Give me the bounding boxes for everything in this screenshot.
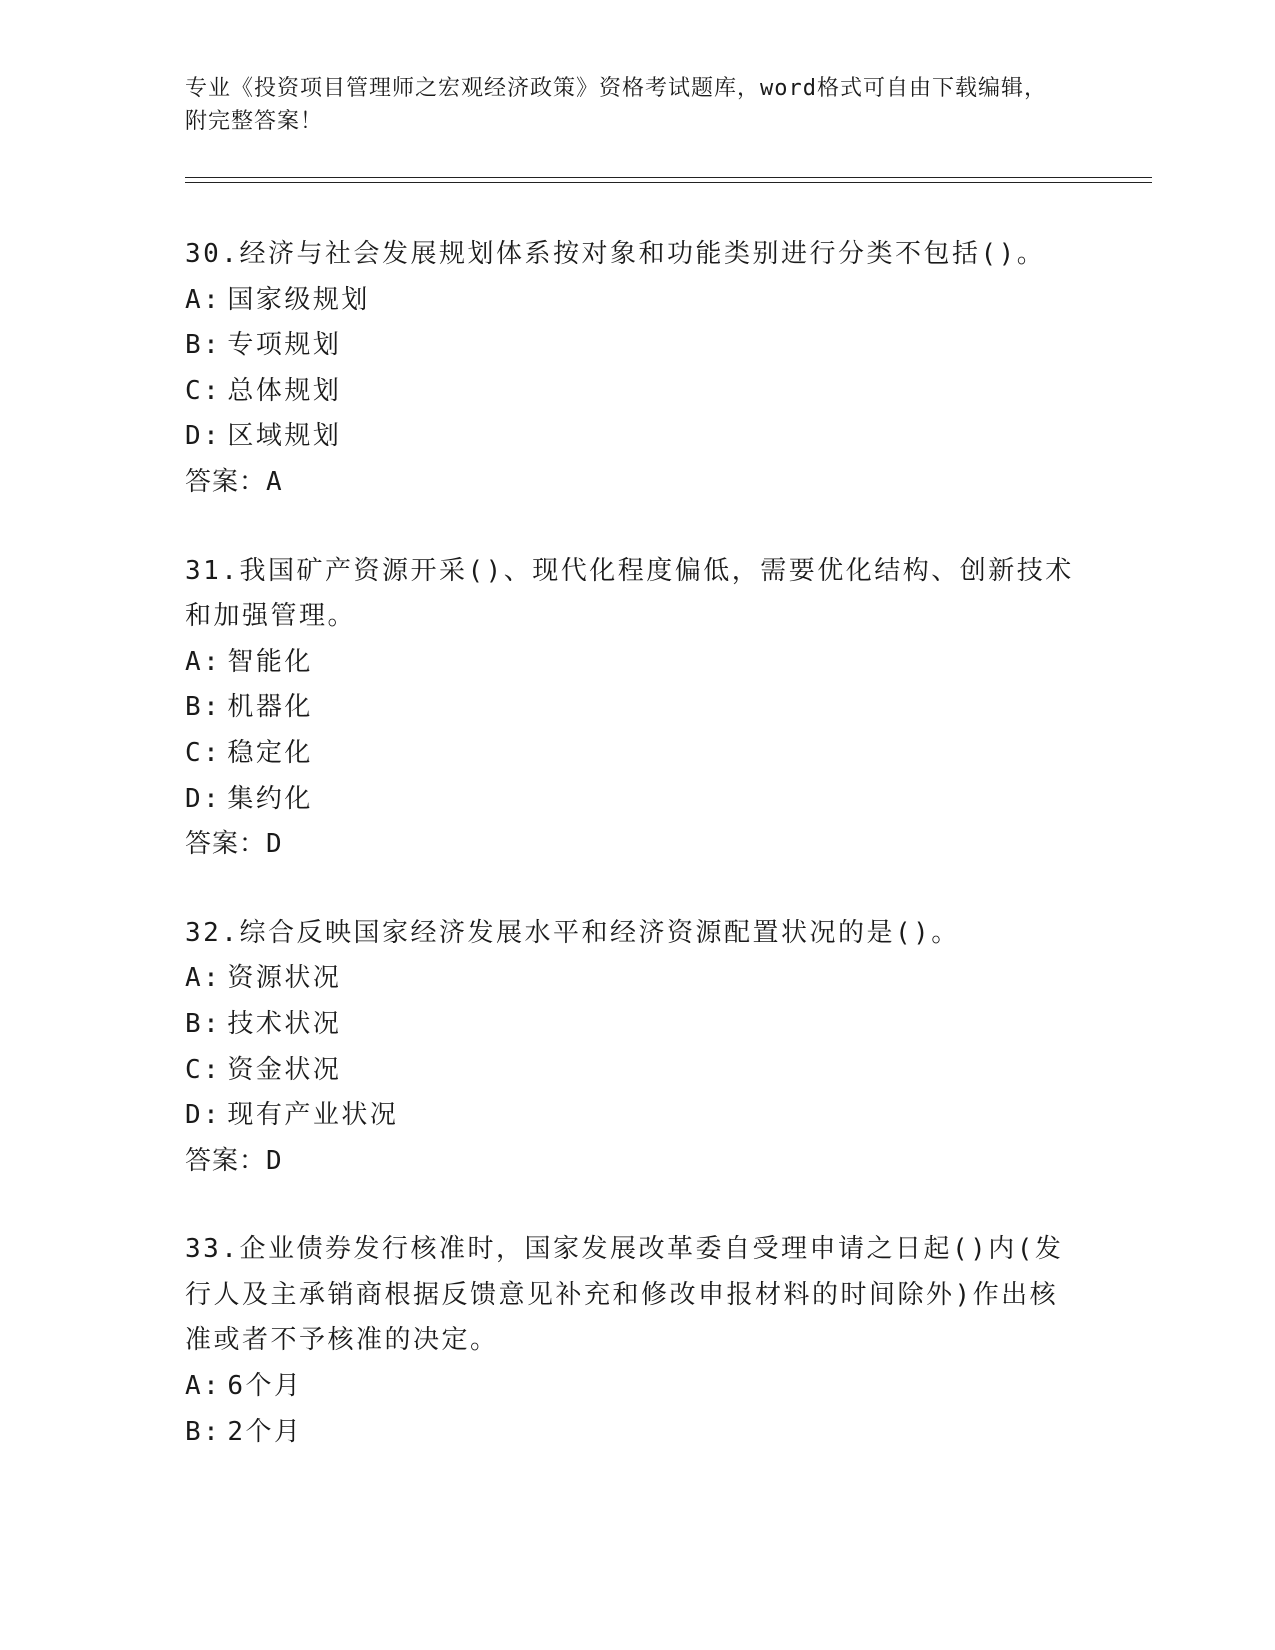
header-divider-bottom	[185, 182, 1152, 183]
option-d: D: 现有产业状况	[185, 1100, 399, 1131]
question-30	[185, 232, 1085, 506]
header-divider-top	[185, 177, 1152, 178]
question-32	[185, 911, 1085, 1185]
question-list	[185, 232, 1085, 1498]
question-stem: 31.我国矿产资源开采()、现代化程度偏低，需要优化结构、创新技术和加强管理。	[185, 555, 1074, 632]
answer: 答案：D	[185, 1145, 283, 1176]
option-b: B: 技术状况	[185, 1008, 342, 1039]
option-b: B: 机器化	[185, 692, 313, 723]
question-31	[185, 549, 1085, 868]
option-c: C: 资金状况	[185, 1054, 342, 1085]
option-c: C: 总体规划	[185, 375, 342, 406]
question-stem: 32.综合反映国家经济发展水平和经济资源配置状况的是()。	[185, 917, 960, 948]
option-a: A: 国家级规划	[185, 284, 370, 315]
option-a: A: 资源状况	[185, 963, 342, 994]
document-header: 专业《投资项目管理师之宏观经济政策》资格考试题库，word格式可自由下载编辑，附完整答案！	[185, 76, 1047, 134]
answer: 答案：A	[185, 466, 283, 497]
option-c: C: 稳定化	[185, 737, 313, 768]
question-stem: 30.经济与社会发展规划体系按对象和功能类别进行分类不包括()。	[185, 239, 1046, 269]
option-b: B: 专项规划	[185, 330, 342, 361]
option-a: A: 6个月	[185, 1371, 303, 1402]
option-b: B: 2个月	[185, 1416, 303, 1447]
question-33	[185, 1227, 1085, 1455]
answer: 答案：D	[185, 829, 283, 860]
question-stem: 33.企业债券发行核准时，国家发展改革委自受理申请之日起()内(发行人及主承销商根据反馈意见补充和修改申报材料的时间除外)作出核准或者不予核准的决定。	[185, 1234, 1064, 1356]
option-a: A: 智能化	[185, 646, 313, 677]
option-d: D: 集约化	[185, 783, 313, 814]
option-d: D: 区域规划	[185, 421, 342, 452]
